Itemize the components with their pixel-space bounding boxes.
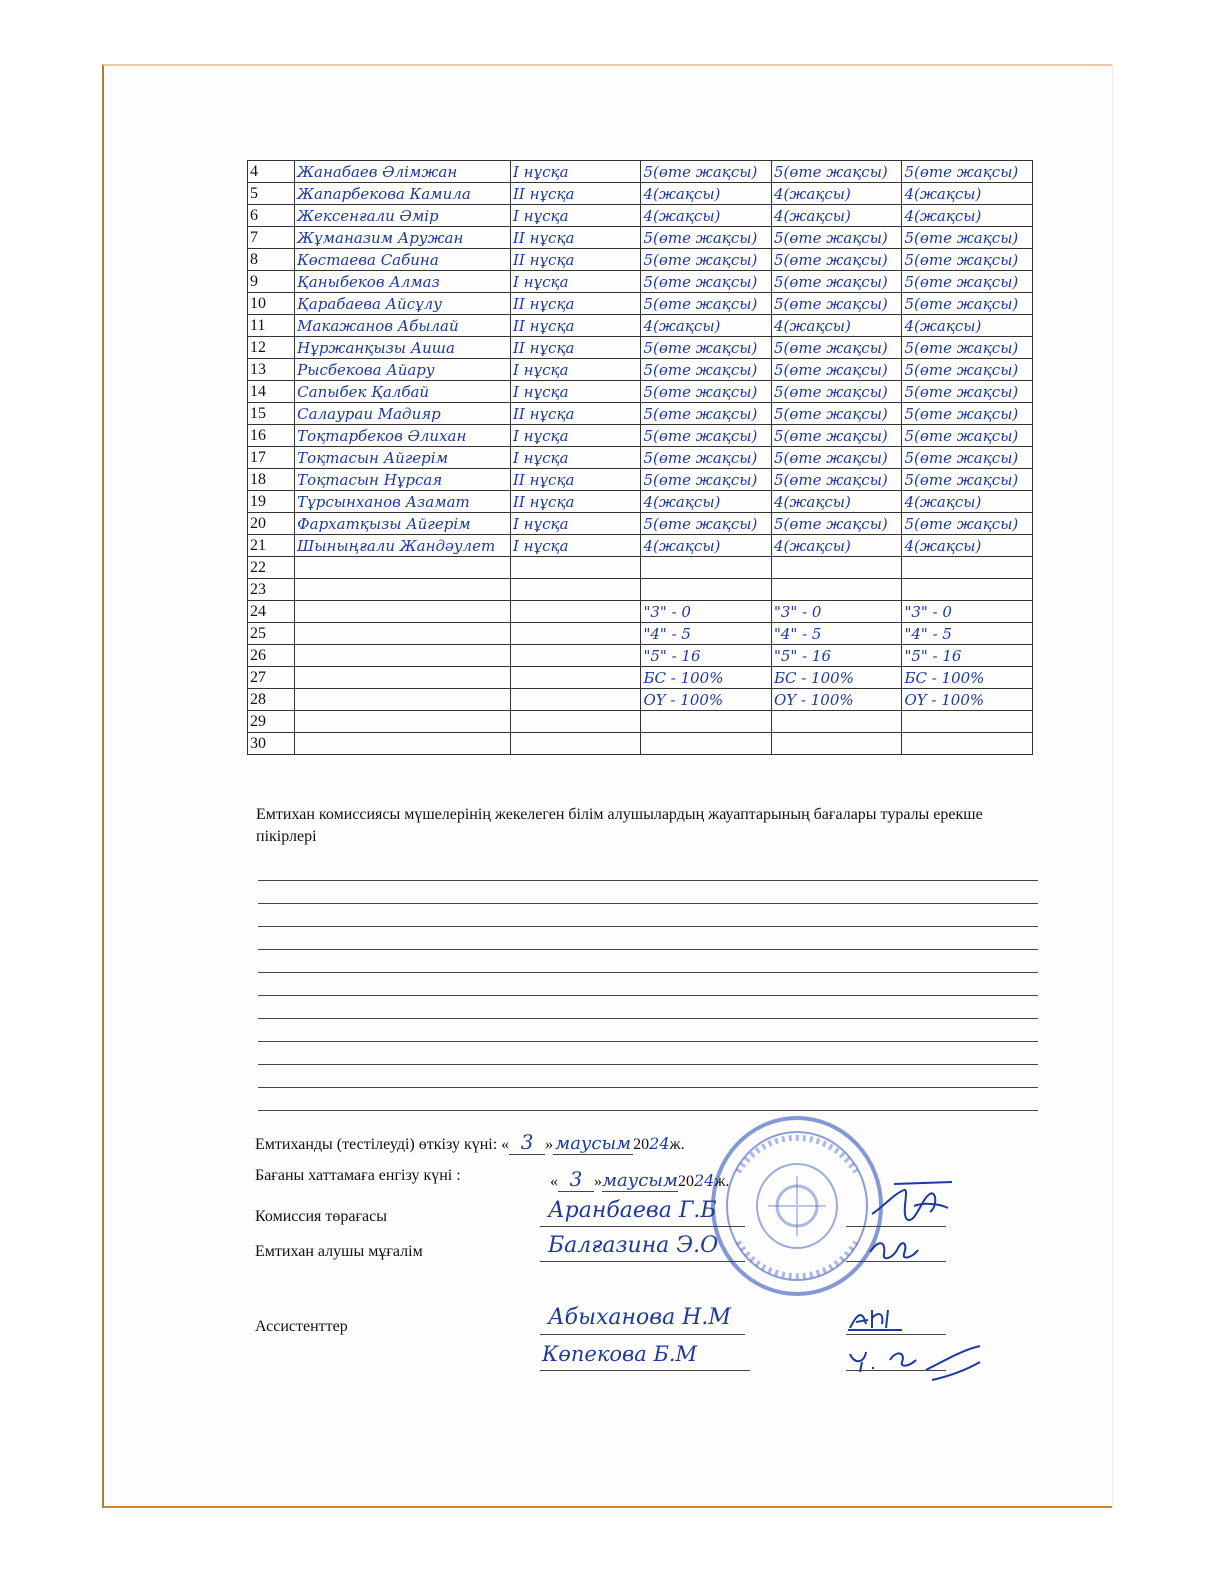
grade-cell-2: 5(өте жақсы): [771, 469, 901, 491]
variant-cell: I нұсқа: [510, 161, 640, 183]
assistants-label: Ассистенттер: [255, 1318, 348, 1335]
grade-cell-3: 4(жақсы): [902, 535, 1033, 557]
variant-cell: I нұсқа: [510, 271, 640, 293]
table-row: [248, 249, 1033, 271]
table-row: [248, 623, 1033, 645]
student-name: Жапарбекова Камила: [295, 183, 511, 205]
table-row: [248, 447, 1033, 469]
table-row: [248, 403, 1033, 425]
variant-cell: I нұсқа: [510, 359, 640, 381]
grade-cell-1: 5(өте жақсы): [641, 249, 771, 271]
entry-date-open: «: [550, 1173, 558, 1190]
assistant1-signature-line: [846, 1334, 946, 1335]
exam-date-mid: »: [545, 1136, 554, 1153]
grade-cell-3: 5(өте жақсы): [902, 337, 1033, 359]
variant-cell: I нұсқа: [510, 535, 640, 557]
grade-cell-1: [641, 557, 771, 579]
chair-signature-icon: [864, 1176, 956, 1232]
table-row: [248, 491, 1033, 513]
grade-cell-1: 5(өте жақсы): [641, 271, 771, 293]
comment-line: [258, 995, 1038, 996]
student-name: [295, 733, 511, 755]
table-row: [248, 557, 1033, 579]
row-number: 26: [248, 645, 295, 667]
student-name: Рысбекова Айару: [295, 359, 511, 381]
variant-cell: II нұсқа: [510, 491, 640, 513]
grade-cell-2: [771, 711, 901, 733]
table-row: [248, 161, 1033, 183]
entry-day: 3: [558, 1167, 594, 1192]
grade-cell-1: [641, 579, 771, 601]
teacher-name: Балғазина Э.О: [548, 1233, 719, 1258]
chair-signature-line: [846, 1226, 946, 1227]
row-number: 16: [248, 425, 295, 447]
grade-cell-1: 5(өте жақсы): [641, 447, 771, 469]
row-number: 6: [248, 205, 295, 227]
exam-year-prefix: 20: [633, 1136, 650, 1153]
grade-cell-1: 5(өте жақсы): [641, 425, 771, 447]
entry-month: маусым: [602, 1170, 678, 1191]
grade-cell-3: 5(өте жақсы): [902, 447, 1033, 469]
grade-cell-1: 5(өте жақсы): [641, 293, 771, 315]
row-number: 13: [248, 359, 295, 381]
comment-line: [258, 1087, 1038, 1088]
student-name: [295, 711, 511, 733]
grade-cell-1: 5(өте жақсы): [641, 403, 771, 425]
variant-cell: II нұсқа: [510, 293, 640, 315]
grade-cell-3: 5(өте жақсы): [902, 271, 1033, 293]
grade-cell-1: 5(өте жақсы): [641, 161, 771, 183]
student-name: Жұманазим Аружан: [295, 227, 511, 249]
student-name: Көстаева Сабина: [295, 249, 511, 271]
comment-line: [258, 1110, 1038, 1111]
table-row: [248, 667, 1033, 689]
variant-cell: I нұсқа: [510, 381, 640, 403]
table-row: [248, 227, 1033, 249]
grades-table-body: [248, 161, 1033, 755]
grade-cell-1: 5(өте жақсы): [641, 359, 771, 381]
variant-cell: II нұсқа: [510, 337, 640, 359]
entry-date-mid: »: [594, 1173, 602, 1190]
table-row: [248, 337, 1033, 359]
student-name: Қаныбеков Алмаз: [295, 271, 511, 293]
grade-cell-3: "3" - 0: [902, 601, 1033, 623]
entry-date-label: Бағаны хаттамаға енгізу күні :: [255, 1167, 461, 1184]
grade-cell-3: "5" - 16: [902, 645, 1033, 667]
table-row: [248, 733, 1033, 755]
table-row: [248, 359, 1033, 381]
grade-cell-2: 4(жақсы): [771, 491, 901, 513]
table-row: [248, 711, 1033, 733]
variant-cell: [510, 733, 640, 755]
student-name: [295, 689, 511, 711]
grade-cell-3: 5(өте жақсы): [902, 513, 1033, 535]
table-row: [248, 425, 1033, 447]
variant-cell: II нұсқа: [510, 403, 640, 425]
grade-cell-3: 5(өте жақсы): [902, 381, 1033, 403]
variant-cell: II нұсқа: [510, 469, 640, 491]
grade-cell-2: 5(өте жақсы): [771, 227, 901, 249]
grade-cell-2: 5(өте жақсы): [771, 161, 901, 183]
table-row: [248, 315, 1033, 337]
student-name: Жанабаев Әлімжан: [295, 161, 511, 183]
grade-cell-3: 4(жақсы): [902, 315, 1033, 337]
chair-label: Комиссия төрағасы: [255, 1208, 387, 1225]
grade-cell-1: [641, 711, 771, 733]
student-name: Тұрсынханов Азамат: [295, 491, 511, 513]
variant-cell: I нұсқа: [510, 447, 640, 469]
grade-cell-2: "4" - 5: [771, 623, 901, 645]
table-row: [248, 645, 1033, 667]
row-number: 9: [248, 271, 295, 293]
table-row: [248, 513, 1033, 535]
student-name: [295, 667, 511, 689]
exam-day: 3: [509, 1130, 545, 1155]
row-number: 28: [248, 689, 295, 711]
row-number: 27: [248, 667, 295, 689]
variant-cell: II нұсқа: [510, 315, 640, 337]
row-number: 4: [248, 161, 295, 183]
row-number: 12: [248, 337, 295, 359]
student-name: Фархатқызы Айгерім: [295, 513, 511, 535]
comment-line: [258, 1041, 1038, 1042]
exam-date-row: [255, 1130, 685, 1155]
grade-cell-1: 4(жақсы): [641, 205, 771, 227]
exam-month: маусым: [553, 1133, 633, 1155]
teacher-signature-icon: [864, 1232, 924, 1264]
row-number: 30: [248, 733, 295, 755]
assistant2-signature-line: [846, 1370, 946, 1371]
grade-cell-3: 5(өте жақсы): [902, 249, 1033, 271]
grade-cell-2: "3" - 0: [771, 601, 901, 623]
entry-year-end: ж.: [714, 1173, 730, 1190]
table-row: [248, 293, 1033, 315]
grade-cell-1: "5" - 16: [641, 645, 771, 667]
exam-date-open: «: [501, 1136, 510, 1153]
table-row: [248, 381, 1033, 403]
comment-line: [258, 926, 1038, 927]
row-number: 18: [248, 469, 295, 491]
teacher-name-line: [540, 1261, 745, 1262]
table-row: [248, 689, 1033, 711]
grade-cell-2: 5(өте жақсы): [771, 337, 901, 359]
row-number: 24: [248, 601, 295, 623]
grade-cell-3: ОҮ - 100%: [902, 689, 1033, 711]
assistant2-signature-icon: [846, 1340, 986, 1384]
table-row: [248, 271, 1033, 293]
grade-cell-3: 5(өте жақсы): [902, 227, 1033, 249]
variant-cell: [510, 667, 640, 689]
exam-date-label: Емтиханды (тестілеуді) өткізу күні:: [255, 1136, 498, 1153]
comment-line: [258, 1018, 1038, 1019]
variant-cell: [510, 645, 640, 667]
grade-cell-1: БС - 100%: [641, 667, 771, 689]
student-name: Тоқтасын Айгерім: [295, 447, 511, 469]
grade-cell-1: 4(жақсы): [641, 491, 771, 513]
row-number: 19: [248, 491, 295, 513]
row-number: 11: [248, 315, 295, 337]
grade-cell-1: 4(жақсы): [641, 315, 771, 337]
exam-year-suffix: 24: [649, 1134, 670, 1153]
comment-line: [258, 880, 1038, 881]
table-row: [248, 579, 1033, 601]
exam-year-end: ж.: [669, 1136, 685, 1153]
variant-cell: II нұсқа: [510, 249, 640, 271]
official-stamp-icon: [708, 1112, 886, 1300]
grade-cell-3: 5(өте жақсы): [902, 469, 1033, 491]
grade-cell-1: 5(өте жақсы): [641, 337, 771, 359]
assistant1-signature-icon: [846, 1304, 906, 1334]
row-number: 29: [248, 711, 295, 733]
grade-cell-3: 5(өте жақсы): [902, 425, 1033, 447]
row-number: 7: [248, 227, 295, 249]
student-name: [295, 623, 511, 645]
variant-cell: [510, 623, 640, 645]
grade-cell-2: 5(өте жақсы): [771, 271, 901, 293]
row-number: 8: [248, 249, 295, 271]
grade-cell-3: "4" - 5: [902, 623, 1033, 645]
grade-cell-2: [771, 557, 901, 579]
student-name: Нұржанқызы Аиша: [295, 337, 511, 359]
row-number: 20: [248, 513, 295, 535]
variant-cell: [510, 711, 640, 733]
row-number: 22: [248, 557, 295, 579]
student-name: [295, 557, 511, 579]
table-row: [248, 535, 1033, 557]
student-name: Шыныңғали Жандәулет: [295, 535, 511, 557]
student-name: Жексенғали Әмір: [295, 205, 511, 227]
table-row: [248, 601, 1033, 623]
grade-cell-1: [641, 733, 771, 755]
grade-cell-3: 5(өте жақсы): [902, 403, 1033, 425]
comment-line: [258, 1064, 1038, 1065]
variant-cell: I нұсқа: [510, 425, 640, 447]
entry-year-prefix: 20: [678, 1173, 694, 1190]
variant-cell: [510, 557, 640, 579]
table-row: [248, 469, 1033, 491]
grade-cell-1: 5(өте жақсы): [641, 381, 771, 403]
grade-cell-3: 5(өте жақсы): [902, 293, 1033, 315]
student-name: Қарабаева Айсұлу: [295, 293, 511, 315]
student-name: Тоқтарбеков Әлихан: [295, 425, 511, 447]
special-opinion-heading: Емтихан комиссиясы мүшелерінің жекелеген білім алушылардың жауаптарының бағалары туралы ерекше пікірлері: [256, 806, 983, 845]
grade-cell-2: 5(өте жақсы): [771, 447, 901, 469]
grade-cell-2: [771, 579, 901, 601]
grade-cell-2: 5(өте жақсы): [771, 381, 901, 403]
grade-cell-3: [902, 733, 1033, 755]
student-name: Тоқтасын Нұрсая: [295, 469, 511, 491]
grade-cell-3: 4(жақсы): [902, 205, 1033, 227]
chair-name: Аранбаева Г.Б: [548, 1198, 717, 1223]
grade-cell-1: 4(жақсы): [641, 183, 771, 205]
grade-cell-1: 5(өте жақсы): [641, 227, 771, 249]
variant-cell: [510, 601, 640, 623]
grade-cell-3: 4(жақсы): [902, 491, 1033, 513]
variant-cell: II нұсқа: [510, 227, 640, 249]
grades-table: [247, 160, 1033, 755]
student-name: [295, 601, 511, 623]
row-number: 15: [248, 403, 295, 425]
grade-cell-2: 4(жақсы): [771, 183, 901, 205]
grade-cell-3: 5(өте жақсы): [902, 161, 1033, 183]
table-row: [248, 183, 1033, 205]
grade-cell-2: 4(жақсы): [771, 205, 901, 227]
grade-cell-2: 4(жақсы): [771, 315, 901, 337]
grade-cell-3: 5(өте жақсы): [902, 359, 1033, 381]
grade-cell-2: 5(өте жақсы): [771, 359, 901, 381]
comment-line: [258, 949, 1038, 950]
assistant2-name: Көпекова Б.М: [542, 1342, 698, 1366]
student-name: [295, 645, 511, 667]
variant-cell: I нұсқа: [510, 513, 640, 535]
row-number: 25: [248, 623, 295, 645]
grade-cell-3: [902, 579, 1033, 601]
grade-cell-1: "3" - 0: [641, 601, 771, 623]
student-name: Сапыбек Қалбай: [295, 381, 511, 403]
row-number: 10: [248, 293, 295, 315]
entry-year-suffix: 24: [694, 1171, 715, 1190]
grade-cell-3: 4(жақсы): [902, 183, 1033, 205]
teacher-label: Емтихан алушы мұғалім: [255, 1243, 423, 1260]
grade-cell-2: 5(өте жақсы): [771, 403, 901, 425]
comment-line: [258, 972, 1038, 973]
grade-cell-1: 5(өте жақсы): [641, 469, 771, 491]
assistant2-name-line: [540, 1370, 750, 1371]
grade-cell-1: "4" - 5: [641, 623, 771, 645]
grade-cell-2: [771, 733, 901, 755]
row-number: 17: [248, 447, 295, 469]
comment-line: [258, 903, 1038, 904]
variant-cell: [510, 579, 640, 601]
grade-cell-3: [902, 711, 1033, 733]
student-name: Макажанов Абылай: [295, 315, 511, 337]
table-row: [248, 205, 1033, 227]
variant-cell: I нұсқа: [510, 205, 640, 227]
assistant1-name-line: [540, 1334, 745, 1335]
chair-name-line: [540, 1226, 745, 1227]
teacher-signature-line: [846, 1261, 946, 1262]
row-number: 23: [248, 579, 295, 601]
grade-cell-2: 4(жақсы): [771, 535, 901, 557]
grade-cell-2: БС - 100%: [771, 667, 901, 689]
grade-cell-2: 5(өте жақсы): [771, 513, 901, 535]
grade-cell-2: 5(өте жақсы): [771, 293, 901, 315]
row-number: 21: [248, 535, 295, 557]
grade-cell-3: БС - 100%: [902, 667, 1033, 689]
row-number: 14: [248, 381, 295, 403]
variant-cell: [510, 689, 640, 711]
grade-cell-3: [902, 557, 1033, 579]
grade-cell-2: 5(өте жақсы): [771, 425, 901, 447]
grade-cell-1: 5(өте жақсы): [641, 513, 771, 535]
student-name: [295, 579, 511, 601]
student-name: Салаураи Мадияр: [295, 403, 511, 425]
grade-cell-2: 5(өте жақсы): [771, 249, 901, 271]
entry-date-row: [550, 1167, 729, 1192]
row-number: 5: [248, 183, 295, 205]
variant-cell: II нұсқа: [510, 183, 640, 205]
grade-cell-1: ОҮ - 100%: [641, 689, 771, 711]
grade-cell-2: ОҮ - 100%: [771, 689, 901, 711]
assistant1-name: Абыханова Н.М: [548, 1305, 731, 1330]
grade-cell-2: "5" - 16: [771, 645, 901, 667]
grade-cell-1: 4(жақсы): [641, 535, 771, 557]
